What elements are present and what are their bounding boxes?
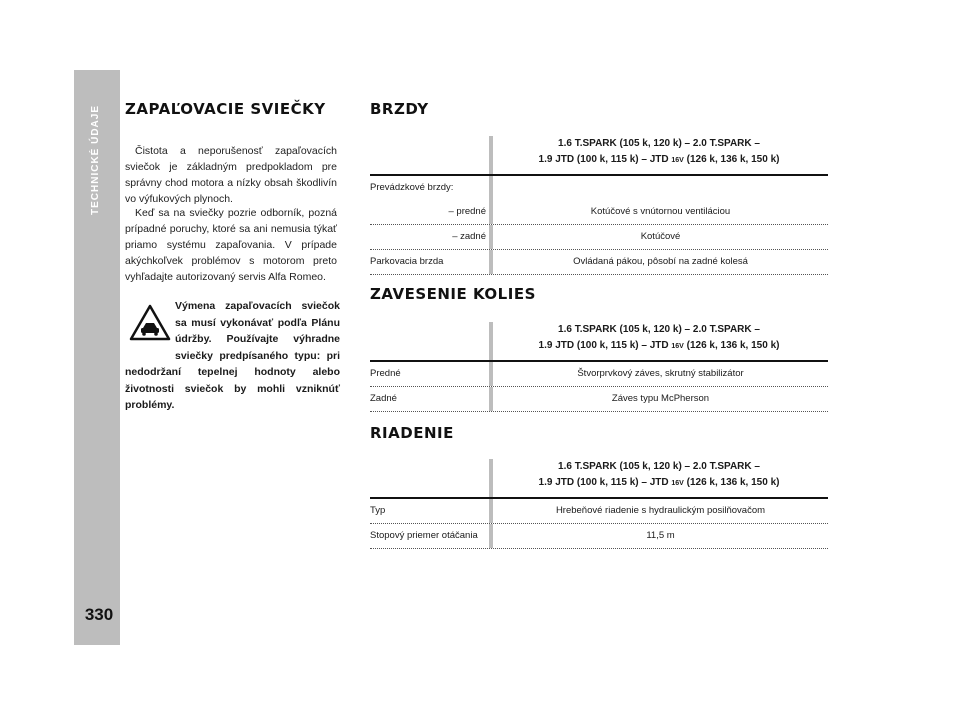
steering-heading: RIADENIE <box>370 424 454 442</box>
header-line-1: 1.6 T.SPARK (105 k, 120 k) – 2.0 T.SPARK – <box>558 324 760 335</box>
brakes-table <box>370 136 828 275</box>
table-row: Typ Hrebeňové riadenie s hydraulickým posilňovačom <box>370 499 828 524</box>
spark-plugs-paragraph-1: Čistota a neporušenosť zapaľovacích sviečok je základným predpokladom pre správny chod motora a nízky obsah škodlivín vo výfukových plynoch. <box>125 145 337 205</box>
table-row: – zadné Kotúčové <box>370 225 828 250</box>
header-line-2: 1.9 JTD (100 k, 115 k) – JTD 16V (126 k, 136 k, 150 k) <box>538 340 780 351</box>
section-label: TECHNICKÉ ÚDAJE <box>90 105 101 216</box>
table-row: Zadné Záves typu McPherson <box>370 387 828 412</box>
header-line-1: 1.6 T.SPARK (105 k, 120 k) – 2.0 T.SPARK – <box>558 461 760 472</box>
table-row: – predné Kotúčové s vnútornou ventiláciou <box>370 200 828 225</box>
header-line-2: 1.9 JTD (100 k, 115 k) – JTD 16V (126 k, 136 k, 150 k) <box>538 154 780 165</box>
warning-text: Výmena zapaľovacích sviečok sa musí vykonávať podľa Plánu údržby. Používajte výhradne sviečky predpísaného typu: pri nedodržaní tepelnej hodnoty alebo životnosti sviečok by mohli vzniknúť problémy. <box>125 300 340 411</box>
suspension-table <box>370 322 828 412</box>
table-row: Prevádzkové brzdy: <box>370 176 828 200</box>
table-row: Stopový priemer otáčania 11,5 m <box>370 524 828 549</box>
car-warning-triangle-icon <box>129 304 171 342</box>
brakes-heading: BRZDY <box>370 100 429 118</box>
header-line-2: 1.9 JTD (100 k, 115 k) – JTD 16V (126 k, 136 k, 150 k) <box>538 477 780 488</box>
table-header <box>370 459 828 497</box>
steering-table <box>370 459 828 549</box>
table-header <box>370 322 828 360</box>
header-line-1: 1.6 T.SPARK (105 k, 120 k) – 2.0 T.SPARK – <box>558 138 760 149</box>
page-number: 330 <box>84 605 114 624</box>
warning-box <box>125 298 340 414</box>
table-row: Parkovacia brzda Ovládaná pákou, pôsobí na zadné kolesá <box>370 250 828 275</box>
table-row: Predné Štvorprvkový záves, skrutný stabilizátor <box>370 362 828 387</box>
table-header <box>370 136 828 174</box>
suspension-heading: ZAVESENIE KOLIES <box>370 285 536 303</box>
spark-plugs-paragraph-2: Keď sa na sviečky pozrie odborník, pozná prípadné poruchy, ktoré sa ani nemusia týkať priamo systému zapaľovania. V prípade akýchkoľvek problémov s motorom preto vyhľadajte autorizovaný servis Alfa Romeo. <box>125 207 337 283</box>
spark-plugs-heading: ZAPAĽOVACIE SVIEČKY <box>125 100 326 118</box>
